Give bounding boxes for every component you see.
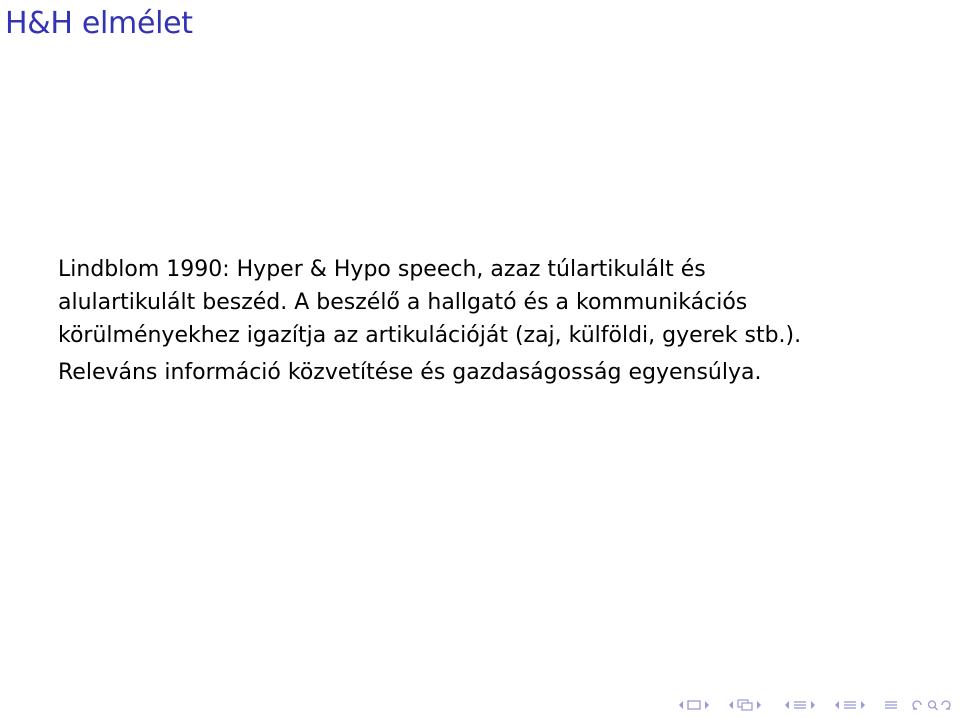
frame-title: H&H elmélet	[5, 6, 193, 41]
frame-nav-icon[interactable]	[678, 699, 714, 711]
paragraph-balance	[58, 356, 938, 389]
paragraph-line: Releváns információ közvetítése és gazdaságosság egyensúlya.	[58, 360, 762, 385]
paragraph-line: Lindblom 1990: Hyper & Hypo speech, azaz túlartikulált és	[58, 257, 706, 282]
appendix-nav-icon[interactable]	[834, 699, 870, 711]
paragraph-line: alulartikulált beszéd. A beszélő a hallgató és a kommunikációs	[58, 290, 748, 315]
section-nav-icon[interactable]	[784, 699, 820, 711]
document-nav-icon[interactable]	[884, 699, 898, 711]
slide-content	[58, 253, 938, 389]
search-back-forward-icon[interactable]	[912, 699, 952, 711]
paragraph-line: körülményekhez igazítja az artikulációját (zaj, külföldi, gyerek stb.).	[58, 323, 802, 348]
paragraph-lindblom	[58, 253, 938, 352]
navigation-bar	[664, 698, 952, 712]
subsection-nav-icon[interactable]	[728, 699, 770, 711]
